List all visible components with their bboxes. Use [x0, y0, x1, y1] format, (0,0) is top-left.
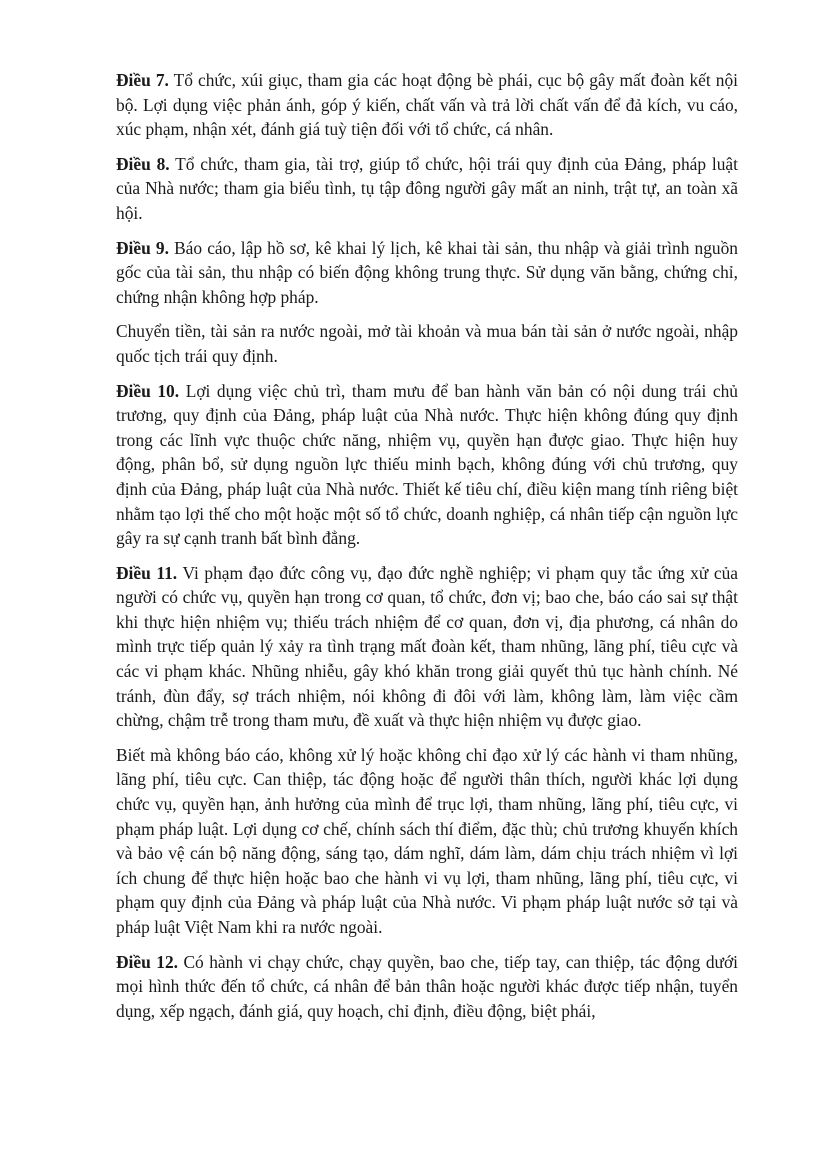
article-label: Điều 7.: [116, 70, 169, 90]
paragraph-dieu-8: [116, 152, 738, 226]
article-label: Điều 12.: [116, 951, 178, 972]
paragraph-dieu-9: [116, 236, 738, 310]
paragraph-text: Báo cáo, lập hồ sơ, kê khai lý lịch, kê khai tài sản, thu nhập và giải trình nguồn gốc của tài sản, thu nhập có biến động không trung thực. Sử dụng văn bằng, chứng chỉ, chứng nhận không hợp pháp.: [116, 237, 738, 307]
paragraph-dieu-11-continued: [116, 743, 738, 940]
paragraph-text: Tổ chức, xúi giục, tham gia các hoạt động bè phái, cục bộ gây mất đoàn kết nội bộ. Lợi dụng việc phản ánh, góp ý kiến, chất vấn và trả lời chất vấn để đả kích, vu cáo, xúc phạm, nhận xét, đánh giá tuỳ tiện đối với tổ chức, cá nhân.: [116, 70, 738, 140]
paragraph-text: Biết mà không báo cáo, không xử lý hoặc không chỉ đạo xử lý các hành vi tham nhũng, lãng phí, tiêu cực. Can thiệp, tác động hoặc để người thân thích, người khác lợi dụng chức vụ, quyền hạn, ảnh hưởng của mình để trục lợi, tham nhũng, lãng phí, tiêu cực, vi phạm pháp luật. Lợi dụng cơ chế, chính sách thí điểm, đặc thù; chủ trương khuyến khích và bảo vệ cán bộ năng động, sáng tạo, dám nghĩ, dám làm, dám chịu trách nhiệm vì lợi ích chung để thực hiện hoặc bao che hành vi vụ lợi, tham nhũng, lãng phí, tiêu cực, vi phạm quy định của Đảng và pháp luật của Nhà nước. Vi phạm pháp luật nước sở tại và pháp luật Việt Nam khi ra nước ngoài.: [116, 744, 738, 937]
article-label: Điều 10.: [116, 380, 180, 401]
document-page: [116, 68, 738, 1033]
article-label: Điều 9.: [116, 237, 169, 258]
paragraph-dieu-10: [116, 379, 738, 551]
paragraph-text: Vi phạm đạo đức công vụ, đạo đức nghề nghiệp; vi phạm quy tắc ứng xử của người có chức vụ, quyền hạn trong cơ quan, tổ chức, đơn vị; bao che, báo cáo sai sự thật khi thực hiện nhiệm vụ; thiếu trách nhiệm để cơ quan, đơn vị, địa phương, cá nhân do mình trực tiếp quản lý xảy ra tình trạng mất đoàn kết, tham nhũng, lãng phí, tiêu cực và các vi phạm khác. Nhũng nhiễu, gây khó khăn trong giải quyết thủ tục hành chính. Né tránh, đùn đẩy, sợ trách nhiệm, nói không đi đôi với làm, không làm, làm việc cầm chừng, chậm trễ trong tham mưu, đề xuất và thực hiện nhiệm vụ được giao.: [116, 562, 738, 731]
article-label: Điều 8.: [116, 153, 170, 174]
paragraph-text: Chuyển tiền, tài sản ra nước ngoài, mở tài khoản và mua bán tài sản ở nước ngoài, nhập quốc tịch trái quy định.: [116, 321, 738, 366]
article-label: Điều 11.: [116, 562, 178, 583]
paragraph-dieu-9-continued: [116, 319, 738, 368]
paragraph-dieu-12: [116, 950, 738, 1024]
paragraph-text: Lợi dụng việc chủ trì, tham mưu để ban hành văn bản có nội dung trái chủ trương, quy định của Đảng, pháp luật của Nhà nước. Thực hiện không đúng quy định trong các lĩnh vực thuộc chức năng, nhiệm vụ, quyền hạn được giao. Thực hiện huy động, phân bổ, sử dụng nguồn lực thiếu minh bạch, không đúng với chủ trương, quy định của Đảng, pháp luật của Nhà nước. Thiết kế tiêu chí, điều kiện mang tính riêng biệt nhằm tạo lợi thế cho một hoặc một số tổ chức, doanh nghiệp, cá nhân tiếp cận nguồn lực gây ra sự cạnh tranh bất bình đẳng.: [116, 380, 738, 549]
paragraph-dieu-7: [116, 68, 738, 142]
paragraph-dieu-11: [116, 561, 738, 733]
paragraph-text: Có hành vi chạy chức, chạy quyền, bao che, tiếp tay, can thiệp, tác động dưới mọi hình thức đến tổ chức, cá nhân để bản thân hoặc người khác được tiếp nhận, tuyển dụng, xếp ngạch, đánh giá, quy hoạch, chỉ định, điều động, biệt phái,: [116, 951, 738, 1021]
paragraph-text: Tổ chức, tham gia, tài trợ, giúp tổ chức, hội trái quy định của Đảng, pháp luật của Nhà nước; tham gia biểu tình, tụ tập đông người gây mất an ninh, trật tự, an toàn xã hội.: [116, 153, 738, 223]
